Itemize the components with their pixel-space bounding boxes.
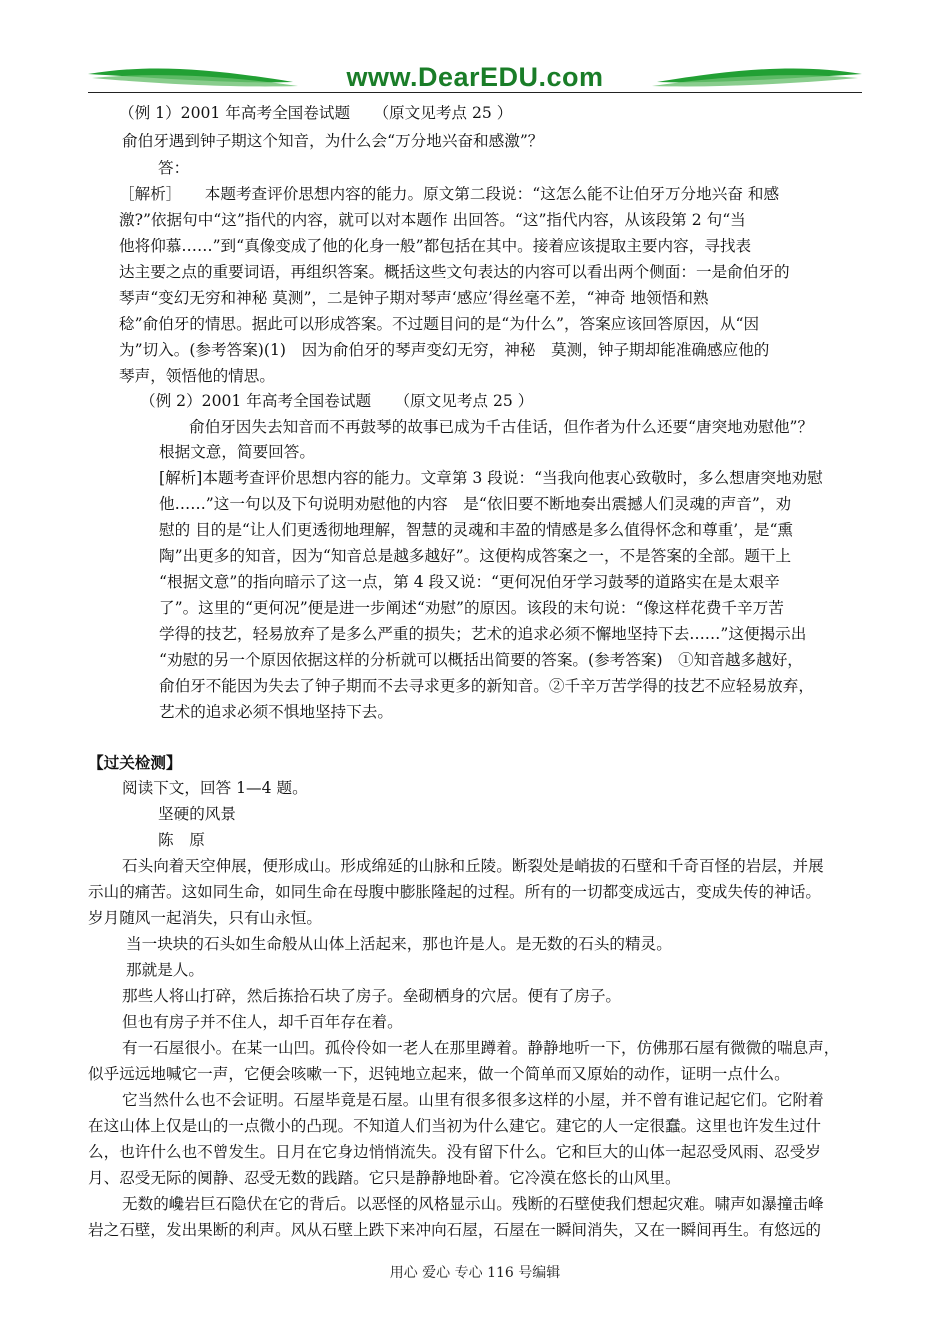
text-line: 石头向着天空伸展，便形成山。形成绵延的山脉和丘陵。断裂处是峭拔的石壁和千奇百怪的岩层，并展 <box>122 857 824 875</box>
text-line: 他……”这一句以及下句说明劝慰他的内容 是“依旧要不断地奏出震撼人们灵魂的声音”，劝 <box>159 495 792 513</box>
text-line: ［解析］ 本题考查评价思想内容的能力。原文第二段说：“这怎么能不让伯牙万分地兴奋 和感 <box>119 185 780 203</box>
section-heading: 【过关检测】 <box>88 754 182 772</box>
text-line: 岁月随风一起消失，只有山永恒。 <box>88 909 322 927</box>
text-line: 达主要之点的重要词语，再组织答案。概括这些文句表达的内容可以看出两个侧面：一是俞伯牙的 <box>119 263 790 281</box>
text-line: 有一石屋很小。在某一山凹。孤伶伶如一老人在那里蹲着。静静地听一下，仿佛那石屋有微微的喘息声， <box>122 1039 840 1057</box>
page-header <box>88 58 862 96</box>
text-line: 月、忍受无际的阒静、忍受无数的践踏。它只是静静地卧着。它冷漠在悠长的山风里。 <box>88 1169 681 1187</box>
text-line: 琴声“变幻无穷和神秘 莫测”，二是钟子期对琴声‘感应’得丝毫不差，“神奇 地领悟和熟 <box>119 289 709 307</box>
text-line: 岩之石壁，发出果断的利声。风从石壁上跌下来冲向石屋，石屋在一瞬间消失，又在一瞬间再生。有悠远的 <box>88 1221 821 1239</box>
text-line: 那就是人。 <box>126 961 204 979</box>
text-line: 俞伯牙不能因为失去了钟子期而不去寻求更多的新知音。②千辛万苦学得的技艺不应轻易放弃， <box>159 677 814 695</box>
text-line: 陶”出更多的知音，因为“知音总是越多越好”。这便构成答案之一，不是答案的全部。题干上 <box>159 547 792 565</box>
text-line: [解析]本题考查评价思想内容的能力。文章第 3 段说：“当我向他衷心致敬时，多么想唐突地劝慰 <box>159 469 823 487</box>
text-line: 学得的技艺，轻易放弃了是多么严重的损失；艺术的追求必须不懈地坚持下去……”这便揭示出 <box>159 625 807 643</box>
text-line: 当一块块的石头如生命般从山体上活起来，那也许是人。是无数的石头的精灵。 <box>126 935 672 953</box>
text-line: 但也有房子并不住人，却千百年存在着。 <box>122 1013 403 1031</box>
text-line: 似乎远远地喊它一声，它便会咳嗽一下，迟钝地立起来，做一个简单而又原始的动作，证明一点什么。 <box>88 1065 790 1083</box>
text-line: 了”。这里的“更何况”便是进一步阐述“劝慰”的原因。该段的末句说：“像这样花费千辛万苦 <box>159 599 784 617</box>
text-line: 稔”俞伯牙的情思。据此可以形成答案。不过题目问的是“为什么”，答案应该回答原因，从“因 <box>119 315 760 333</box>
text-line: 根据文意，简要回答。 <box>159 443 315 461</box>
text-line: 无数的巉岩巨石隐伏在它的背后。以恶怪的风格显示山。残断的石壁使我们想起灾难。啸声如瀑撞击峰 <box>122 1195 824 1213</box>
text-line: 艺术的追求必须不惧地坚持下去。 <box>159 703 393 721</box>
text-line: 示山的痛苦。这如同生命，如同生命在母腹中膨胀隆起的过程。所有的一切都变成远古，变成失传的神话。 <box>88 883 821 901</box>
article-author: 陈 原 <box>158 831 205 849</box>
page-footer: 用心 爱心 专心 116 号编辑 <box>389 1265 561 1281</box>
site-url[interactable]: www.DearEDU.com <box>346 62 604 92</box>
text-line: 么，也许什么也不曾发生。日月在它身边悄悄流失。没有留下什么。它和巨大的山体一起忍受风雨、忍受岁 <box>88 1143 821 1161</box>
header-rule <box>88 92 862 93</box>
article-title: 坚硬的风景 <box>158 805 236 823</box>
text-line: 答： <box>158 159 190 177</box>
text-line: 它当然什么也不会证明。石屋毕竟是石屋。山里有很多很多这样的小屋，并不曾有谁记起它们。它附着 <box>122 1091 824 1109</box>
text-line: 为”切入。(参考答案)(1) 因为俞伯牙的琴声变幻无穷，神秘 莫测，钟子期却能准确感应他的 <box>119 341 770 359</box>
text-line: “根据文意”的指向暗示了这一点，第 4 段又说：“更何况伯牙学习鼓琴的道路实在是太艰辛 <box>159 573 780 591</box>
text-line: 激?”依据句中“这”指代的内容，就可以对本题作 出回答。“这”指代内容，从该段第 2 句“当 <box>119 211 746 229</box>
text-line: 他将仰慕……”到“真像变成了他的化身一般”都包括在其中。接着应该提取主要内容，寻找表 <box>119 237 752 255</box>
text-line: （例 1）2001 年高考全国卷试题 （原文见考点 25 ） <box>119 104 513 122</box>
text-line: 俞伯牙遇到钟子期这个知音，为什么会“万分地兴奋和感激”？ <box>122 132 544 150</box>
text-line: 阅读下文，回答 1—4 题。 <box>122 779 308 797</box>
text-line: 在这山体上仅是山的一点微小的凸现。不知道人们当初为什么建它。建它的人一定很蠢。这里也许发生过什 <box>88 1117 821 1135</box>
text-line: 琴声，领悟他的情思。 <box>119 367 275 385</box>
text-line: 俞伯牙因失去知音而不再鼓琴的故事已成为千古佳话，但作者为什么还要“唐突地劝慰他”？ <box>189 418 814 436</box>
text-line: 那些人将山打碎，然后拣拾石块了房子。垒砌栖身的穴居。便有了房子。 <box>122 987 622 1005</box>
text-line: “劝慰的另一个原因依据这样的分析就可以概括出简要的答案。(参考答案) ①知音越多越好， <box>159 651 803 669</box>
text-line: 慰的 目的是“让人们更透彻地理解，智慧的灵魂和丰盈的情感是多么值得怀念和尊重’，是“熏 <box>159 521 794 539</box>
text-line: （例 2）2001 年高考全国卷试题 （原文见考点 25 ） <box>140 392 534 410</box>
